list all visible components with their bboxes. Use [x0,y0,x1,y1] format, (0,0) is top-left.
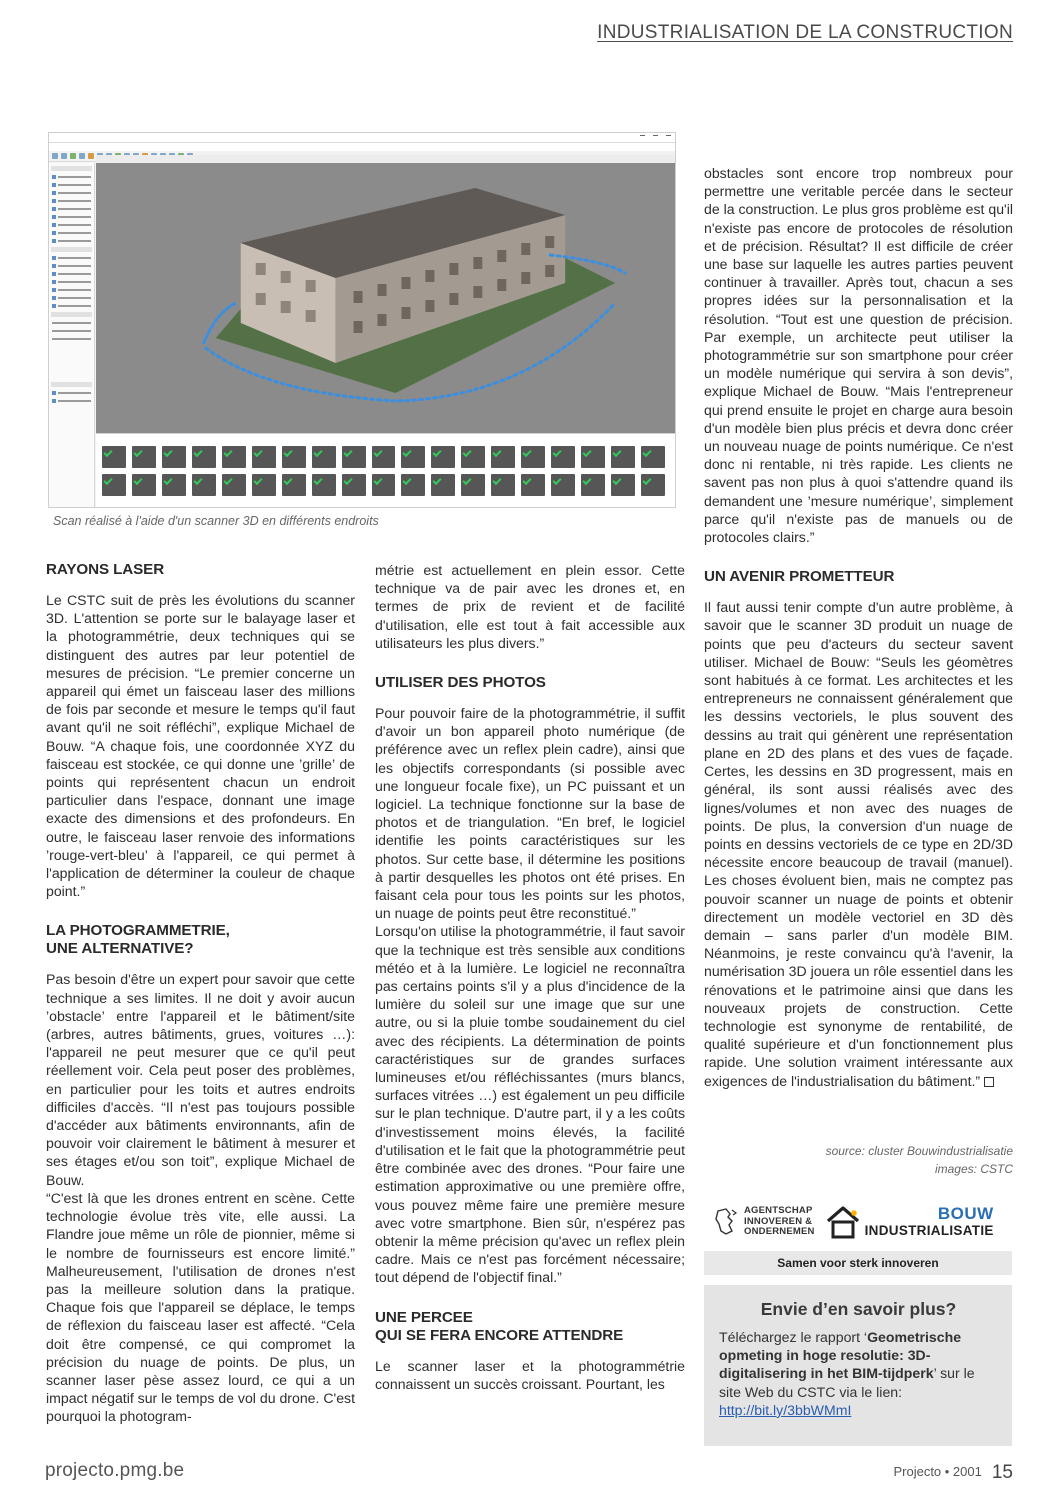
photo-thumbnail [132,446,156,468]
text-column-1 [46,561,355,1426]
3d-model-viewport [96,163,675,433]
heading-photogrammetrie-line2: UNE ALTERNATIVE? [46,940,194,958]
model-tab-bar [96,155,675,163]
paragraph-continuation: métrie est actuellement en plein essor. Cette technique va de pair avec les drones et, en termes de prix de revient et de facilité d'utilisation, elle est tout à fait accessible aux utilisateurs les plus divers.” [375,562,685,651]
photo-thumbnail [312,474,336,496]
text-column-2 [375,561,685,1393]
bouw-industrialisatie-wordmark: BOUW INDUSTRIALISATIE [864,1204,994,1238]
photo-thumbnail [521,474,545,496]
photo-thumbnail [581,474,605,496]
heading-utiliser-photos: UTILISER DES PHOTOS [375,674,546,692]
paragraph-avenir [704,598,1013,1089]
credits [826,1142,1013,1178]
figure-caption: Scan réalisé à l'aide d'un scanner 3D en différents endroits [53,514,379,528]
heading-rayons-laser: RAYONS LASER [46,561,165,578]
house-icon [825,1204,861,1240]
text-column-3 [704,164,1013,1090]
photo-thumbnail [551,446,575,468]
photo-thumbnail [102,474,126,496]
report-title: Geometrische opmeting in hoge resolutie: 3D-digitalisering in het BIM-tijdperk [719,1329,962,1382]
report-link[interactable]: http://bit.ly/3bbWMmI [719,1401,852,1418]
photo-thumbnail [611,474,635,496]
photo-thumbnail [461,474,485,496]
building-point-cloud [96,163,675,433]
photo-thumbnail [431,446,455,468]
images-credit: images: CSTC [934,1162,1013,1176]
end-mark-icon [984,1077,994,1087]
photo-thumbnail [551,474,575,496]
heading-avenir: UN AVENIR PROMETTEUR [704,568,895,586]
photo-thumbnail [372,474,396,496]
photo-thumbnail [611,446,635,468]
photo-thumbnail [491,474,515,496]
photo-thumbnail [162,446,186,468]
photo-thumbnail [641,446,665,468]
section-title: INDUSTRIALISATION DE LA CONSTRUCTION [597,22,1013,43]
window-controls [640,135,671,139]
paragraph-photogrammetrie: Pas besoin d'être un expert pour savoir que cette technique a ses limites. Il ne doit y avoir aucun ’obstacle’ entre l'appareil et le bâtiment/site (arbres, autres bâtiments, grues, voitures …): l'appareil ne peut mesurer que ce qu'il peut réellement voir. Cela peut poser des problèmes, en particulier pour les toits et autres endroits difficiles d'accès. “Il n'est pas toujours possible d'accéder aux bâtiments environnants, afin de pouvoir voir clairement le bâtiment à mesurer et ses étages et/ou son toit”, explique Michael de Bouw. [46,971,355,1188]
photo-thumbnail [342,474,366,496]
photo-thumbnail [102,446,126,468]
flemish-lion-icon [712,1207,738,1237]
paragraph-meteo: Lorsqu'on utilise la photogrammétrie, il faut savoir que la technique est très sensible aux conditions météo et à la lumière. Le logiciel ne reconnaîtra pas certains points s'il y a plus d'incidence de la lumière du soleil sur une image que sur une autre, ou si la pluie tombe soudainement du ciel avec des récipients. La détermination de points caractéristiques sur de grandes surfaces lumineuses et/ou réfléchissantes (murs blancs, surfaces vitrées …) est également un peu difficile sur le plan technique. D'autre part, il y a les coûts d'investissement moins élevés, la facilité d'utilisation et le fait que la photogrammétrie peut être combinée avec des drones. “Pour faire une estimation approximative ou une première offre, vous pouvez même faire une première mesure avec votre smartphone. Bien sûr, n'espérez pas obtenir la même précision qu'avec un reflex plein cadre. Mais ce n'est pas forcément nécessaire; tout dépend de l'objectif final.” [375,923,685,1286]
info-box-title: Envie d’en savoir plus? [760,1299,957,1319]
agency-name: AGENTSCHAP INNOVEREN & ONDERNEMEN [744,1205,815,1238]
logo-tagline: Samen voor sterk innoveren [704,1251,1012,1275]
photo-thumbnail [282,474,306,496]
source-credit: source: cluster Bouwindustrialisatie [825,1144,1013,1158]
app-menubar [49,143,675,151]
photo-thumbnail [521,446,545,468]
photo-thumbnail [491,446,515,468]
reference-panel [49,163,95,507]
photo-thumbnail [581,446,605,468]
heading-photogrammetrie-line1: LA PHOTOGRAMMETRIE, [46,922,230,940]
photoscan-screenshot [48,132,676,508]
paragraph-percee: Le scanner laser et la photogrammétrie connaissent un succès croissant. Pourtant, les [375,1357,685,1392]
photo-thumbnail [132,474,156,496]
photo-thumbnail [192,446,216,468]
issue-info: Projecto • 2001 15 [893,1462,1013,1483]
photo-thumbnail [222,474,246,496]
photo-thumbnail [372,446,396,468]
paragraph-drones: “C'est là que les drones entrent en scène. Cette technologie évolue très vite, elle aussi. La Flandre joue même un rôle de pionnier, même si le nombre de fournisseurs est encore limité.” Malheureusement, l'utilisation de drones n'est pas la meilleure solution dans la pratique. Chaque fois que l'appareil se déplace, le temps de réflexion du faisceau laser est affecté. “Cela doit être compensé, ce qui compromet la précision du nuage de points. De plus, un scanner laser pèse assez lourd, ce qui a un impact négatif sur le temps de vol du drone. C'est pourquoi la photogram- [46,1189,355,1425]
app-titlebar [49,133,675,143]
bouwindustrialisatie-logo [704,1193,1012,1275]
photo-thumbnail [401,446,425,468]
photo-thumbnail [282,446,306,468]
photo-thumbnail [641,474,665,496]
photo-thumbnail [252,474,276,496]
photo-thumbnail [222,446,246,468]
photo-thumbnail [312,446,336,468]
photo-thumbnail [162,474,186,496]
heading-percee-line2: QUI SE FERA ENCORE ATTENDRE [375,1326,624,1344]
heading-percee-line1: UNE PERCEE [375,1308,473,1326]
page-number: 15 [991,1462,1013,1483]
info-box-text: Téléchargez le rapport ‘Geometrische opmeting in hoge resolutie: 3D-digitalisering in het BIM-tijdperk’ sur le site Web du CSTC via le lien: http://bit.ly/3bbWMmI [719,1329,975,1418]
paragraph-obstacles: obstacles sont encore trop nombreux pour permettre une veritable percée dans le secteur de la construction. Le plus gros problème est qu'il n'existe pas encore de protocoles de résolution et de précision. Résultat? Il est difficile de créer une base sur laquelle les autres parties peuvent continuer à travailler. Après tout, chacun a ses propres idées sur la personnalisation et la résolution. “Tout est une question de précision. Par exemple, un architecte peut utiliser la photogrammétrie sur son smartphone pour créer un modèle numérique qui servira à son devis”, explique Michael de Bouw. “Mais l'entrepreneur qui prend ensuite le projet en charge aura besoin d'un modèle bien plus précis et devra donc créer un nouveau nuage de points numérique. Ce n'est donc ni rentable, ni très rapide. Les clients ne savent pas non plus à quoi s'attendre quand ils demandent une ’mesure numérique’, simplement parce qu'il n'existe pas de manuels ou de protocoles clairs.” [704,165,1014,546]
paragraph-photos: Pour pouvoir faire de la photogrammétrie, il suffit d'avoir un bon appareil photo numérique (de préférence avec un reflex plein cadre), ainsi que les objectifs correspondants (si possible avec une longueur focale fixe), un PC puissant et un logiciel. La technique fonctionne sur la base de photos et de triangulation. “En bref, le logiciel identifie les points caractéristiques sur les photos. Sur cette base, il détermine les positions à partir desquelles les photos ont été prises. En faisant cela pour tous les points sur les photos, un nuage de points peut être reconstitué.” [375,705,685,922]
photos-pane [96,433,675,507]
website-url[interactable]: projecto.pmg.be [45,1460,185,1481]
photo-thumbnail [431,474,455,496]
paragraph-rayons-laser: Le CSTC suit de près les évolutions du scanner 3D. L'attention se porte sur le balayage laser et la photogrammétrie, deux techniques qui se distinguent des autres par leur potentiel de mesures de précision. “Le premier concerne un appareil qui émet un faisceau laser des millions de fois par seconde et mesure le temps qu'il faut avant qu'il ne soit réfléchi”, explique Michael de Bouw. “A chaque fois, une coordonnée XYZ du faisceau est stockée, ce qui donne une ’grille’ de points qui représentent chacun un endroit particulier dans l'espace, donnant une image exacte des dimensions et des profondeurs. En outre, le faisceau laser renvoie des informations ’rouge-vert-bleu’ à l'appareil, ce qui permet à l'application de déterminer la couleur de chaque point.” [46,592,355,900]
photo-thumbnails [102,446,665,496]
photo-thumbnail [192,474,216,496]
photo-thumbnail [401,474,425,496]
paragraph-avenir-text: Il faut aussi tenir compte d'un autre problème, à savoir que le scanner 3D produit un nuage de points que peu d'acteurs du secteur savent utiliser. Michael de Bouw: “Seuls les géomètres sont habitués à ce format. Les architectes et les entrepreneurs ne connaissent généralement que les dessins vectoriels, le plus souvent des dessins au trait qui génèrent une représentation plane en 2D des plans et des vues de façade. Certes, les dessins en 3D progressent, mais en général, ils sont aussi réalisés avec des lignes/volumes et non avec des nuages de points. De plus, la conversion d'un nuage de points en dessins vectoriels de ce type en 2D/3D nécessite encore beaucoup de travail (manuel). Les choses évoluent bien, mais ne comptez pas pouvoir scanner un nuage de points et obtenir directement un modèle vectoriel en 3D dès demain – sans parler d'un modèle BIM. Néanmoins, je reste convaincu qu'à l'avenir, la numérisation 3D jouera un rôle essentiel dans les rénovations et le patrimoine ainsi que dans les nouveaux projets de construction. Cette technologie est synonyme de rentabilité, de qualité supérieure et d'un fonctionnement plus rapide. Une solution vraiment intéressante aux exigences de l'industrialisation du bâtiment.” [704,599,1013,1089]
photo-thumbnail [342,446,366,468]
more-info-box [704,1285,1012,1446]
photo-thumbnail [252,446,276,468]
photo-thumbnail [461,446,485,468]
